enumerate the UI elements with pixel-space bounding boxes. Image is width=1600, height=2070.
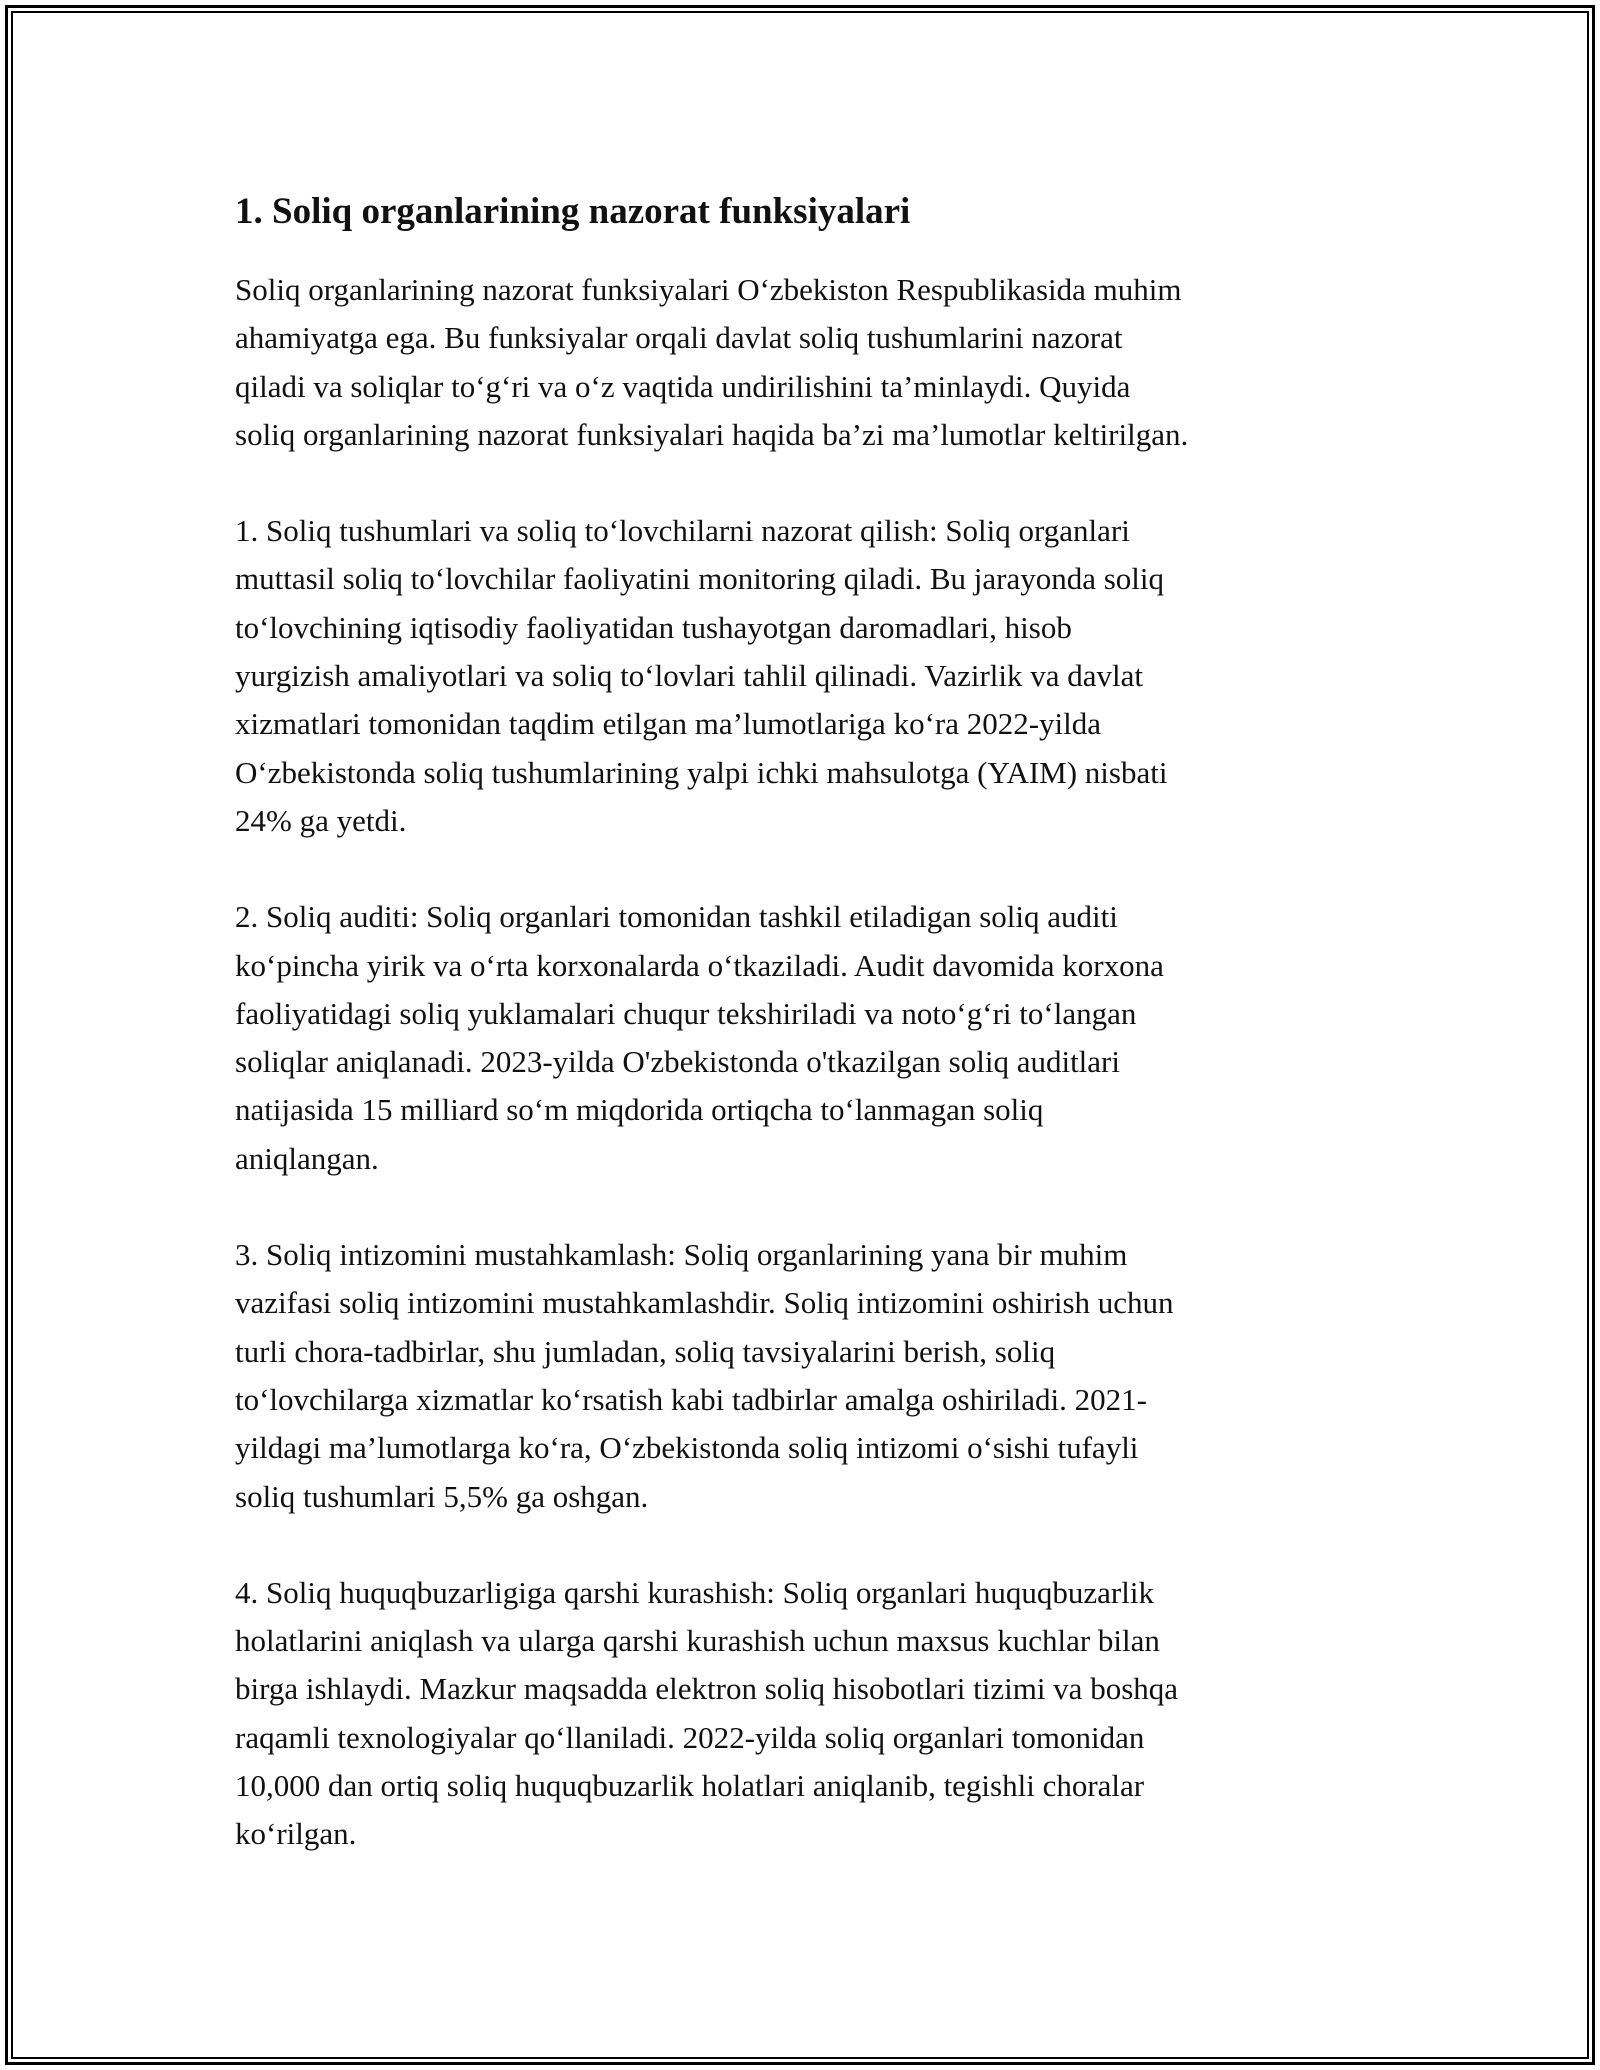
intro-paragraph: Soliq organlarining nazorat funksiyalari O‘zbekiston Respublikasida muhim ahamiyatga ega. Bu funksiyalar orqali davlat soliq tushumlarini nazorat qiladi va soliqlar to‘g‘ri va o‘z vaqtida undirilishini ta’minlaydi. Quyida soliq organlarining nazorat funksiyalari haqida ba’zi ma’lumotlar keltirilgan. bbox=[235, 272, 1189, 452]
paragraph-tax-offenses: 4. Soliq huquqbuzarligiga qarshi kurashish: Soliq organlari huquqbuzarlik holatlarini aniqlash va ularga qarshi kurashish uchun maxsus kuchlar bilan birga ishlaydi. Mazkur maqsadda elektron soliq hisobotlari tizimi va boshqa raqamli texnologiyalar qo‘llaniladi. 2022-yilda soliq organlari tomonidan 10,000 dan ortiq soliq huquqbuzarlik holatlari aniqlanib, tegishli choralar ko‘rilgan. bbox=[235, 1574, 1179, 1852]
paragraph-tax-audit: 2. Soliq auditi: Soliq organlari tomonidan tashkil etiladigan soliq auditi ko‘pincha yirik va o‘rta korxonalarda o‘tkaziladi. Audit davomida korxona faoliyatidagi soliq yuklamalari chuqur tekshiriladi va noto‘g‘ri to‘langan soliqlar aniqlanadi. 2023-yilda O'zbekistonda o'tkazilgan soliq auditlari natijasida 15 milliard so‘m miqdorida ortiqcha to‘lanmagan soliq aniqlangan. bbox=[235, 899, 1164, 1176]
paragraph-tax-discipline: 3. Soliq intizomini mustahkamlash: Soliq organlarining yana bir muhim vazifasi soliq intizomini mustahkamlashdir. Soliq intizomini oshirish uchun turli chora-tadbirlar, shu jumladan, soliq tavsiyalarini berish, soliq to‘lovchilarga xizmatlar ko‘rsatish kabi tadbirlar amalga oshiriladi. 2021- yildagi ma’lumotlarga ko‘ra, O‘zbekistonda soliq intizomi o‘sishi tufayli soliq tushumlari 5,5% ga oshgan. bbox=[235, 1237, 1174, 1514]
document-title: 1. Soliq organlarining nazorat funksiyalari bbox=[235, 191, 911, 232]
paragraph-tax-revenue-control: 1. Soliq tushumlari va soliq to‘lovchilarni nazorat qilish: Soliq organlari muttasil soliq to‘lovchilar faoliyatini monitoring qiladi. Bu jarayonda soliq to‘lovchining iqtisodiy faoliyatidan tushayotgan daromadlari, hisob yurgizish amaliyotlari va soliq to‘lovlari tahlil qilinadi. Vazirlik va davlat xizmatlari tomonidan taqdim etilgan ma’lumotlariga ko‘ra 2022-yilda O‘zbekistonda soliq tushumlarining yalpi ichki mahsulotga (YAIM) nisbati 24% ga yetdi. bbox=[235, 513, 1168, 838]
document-body bbox=[235, 188, 1370, 1907]
